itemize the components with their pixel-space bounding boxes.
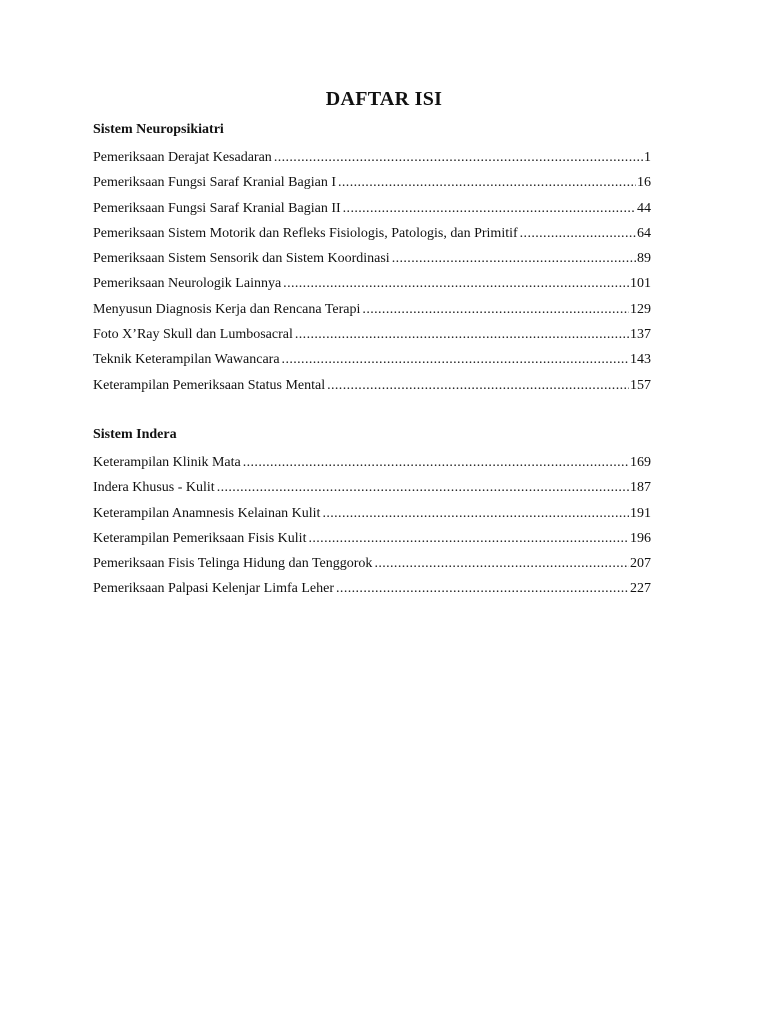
- toc-entry[interactable]: [93, 454, 651, 479]
- toc-entry-title: Pemeriksaan Fungsi Saraf Kranial Bagian II: [93, 200, 341, 216]
- dot-leader: [283, 275, 629, 293]
- toc-entry-title: Keterampilan Pemeriksaan Fisis Kulit: [93, 530, 307, 546]
- toc-entry-title: Pemeriksaan Derajat Kesadaran: [93, 150, 272, 165]
- section-heading: Sistem Indera: [93, 427, 177, 442]
- dot-leader: [392, 250, 636, 268]
- toc-entry[interactable]: [93, 580, 651, 605]
- toc-entry-title: Pemeriksaan Fungsi Saraf Kranial Bagian I: [93, 175, 336, 191]
- toc-entry[interactable]: [93, 174, 651, 199]
- toc-entry-page: 137: [630, 327, 651, 343]
- toc-entry[interactable]: [93, 555, 651, 580]
- toc-entry-page: 191: [630, 505, 651, 521]
- toc-entry[interactable]: [93, 479, 651, 504]
- toc-entry-title: Foto X’Ray Skull dan Lumbosacral: [93, 327, 293, 343]
- dot-leader: [295, 326, 629, 344]
- toc-entry[interactable]: [93, 275, 651, 300]
- dot-leader: [374, 555, 629, 573]
- toc-entry-page: 129: [630, 301, 651, 317]
- toc-entry-title: Indera Khusus - Kulit: [93, 480, 215, 496]
- dot-leader: [243, 454, 629, 472]
- toc-entry-title: Pemeriksaan Sistem Sensorik dan Sistem Koordinasi: [93, 251, 390, 267]
- toc-entry-title: Pemeriksaan Neurologik Lainnya: [93, 276, 282, 292]
- toc-entry-title: Menyusun Diagnosis Kerja dan Rencana Terapi: [93, 301, 361, 317]
- toc-entry[interactable]: [93, 149, 651, 174]
- toc-entry-page: 44: [637, 200, 651, 216]
- toc-entry[interactable]: [93, 250, 651, 275]
- page-title: DAFTAR ISI: [325, 88, 443, 110]
- dot-leader: [520, 225, 636, 243]
- section-heading: Sistem Neuropsikiatri: [93, 122, 224, 137]
- toc-entry-page: 64: [637, 225, 651, 241]
- toc-entry[interactable]: [93, 200, 651, 225]
- dot-leader: [336, 580, 629, 598]
- toc-entry[interactable]: [93, 530, 651, 555]
- toc-entry-title: Keterampilan Pemeriksaan Status Mental: [93, 377, 326, 393]
- toc-entry[interactable]: [93, 505, 651, 530]
- toc-entry-page: 196: [630, 530, 651, 546]
- toc-list: [93, 149, 651, 402]
- toc-entry-page: 1: [644, 150, 651, 165]
- toc-entry-page: 169: [630, 455, 651, 470]
- toc-entry[interactable]: [93, 326, 651, 351]
- dot-leader: [327, 377, 629, 395]
- dot-leader: [217, 479, 629, 497]
- toc-entry[interactable]: [93, 351, 651, 376]
- toc-entry-page: 143: [630, 352, 651, 368]
- toc-section-neuropsikiatri: [93, 121, 651, 402]
- toc-entry-page: 207: [630, 556, 651, 572]
- toc-list: [93, 454, 651, 606]
- dot-leader: [274, 149, 643, 167]
- toc-entry-title: Keterampilan Anamnesis Kelainan Kulit: [93, 505, 321, 521]
- dot-leader: [282, 351, 629, 369]
- toc-entry-page: 187: [630, 480, 651, 496]
- dot-leader: [343, 200, 636, 218]
- toc-entry-title: Keterampilan Klinik Mata: [93, 455, 241, 470]
- toc-entry-title: Pemeriksaan Sistem Motorik dan Refleks Fisiologis, Patologis, dan Primitif: [93, 225, 518, 241]
- toc-entry[interactable]: [93, 301, 651, 326]
- toc-entry[interactable]: [93, 225, 651, 250]
- dot-leader: [308, 530, 629, 548]
- toc-entry-title: Teknik Keterampilan Wawancara: [93, 352, 280, 368]
- toc-entry-page: 157: [630, 377, 651, 393]
- dot-leader: [338, 174, 636, 192]
- toc-entry[interactable]: [93, 377, 651, 402]
- dot-leader: [322, 505, 629, 523]
- toc-entry-title: Pemeriksaan Palpasi Kelenjar Limfa Leher: [93, 581, 335, 597]
- toc-entry-title: Pemeriksaan Fisis Telinga Hidung dan Tenggorok: [93, 556, 373, 572]
- toc-entry-page: 89: [637, 251, 651, 267]
- toc-entry-page: 16: [637, 175, 651, 191]
- toc-entry-page: 227: [630, 581, 651, 597]
- toc-section-indera: [93, 426, 651, 606]
- toc-entry-page: 101: [630, 276, 651, 292]
- dot-leader: [362, 301, 629, 319]
